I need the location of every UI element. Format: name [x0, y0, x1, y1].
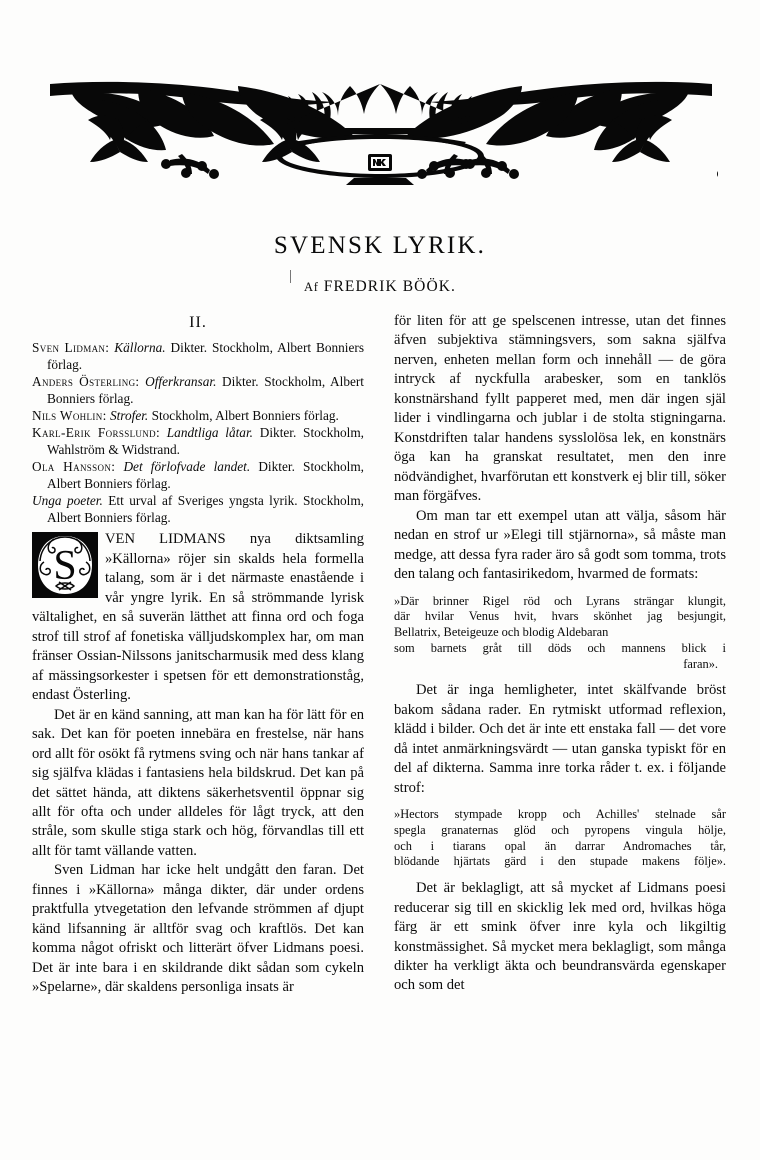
verse-line: där hvilar Venus hvit, hvars skönhet jag besjungit,	[394, 609, 726, 624]
bibliography-entry	[32, 425, 364, 458]
section-number: II.	[189, 314, 207, 331]
byline-author-name: FREDRIK BÖÖK.	[323, 277, 457, 295]
title-block	[0, 232, 760, 296]
bibliography-imprint: Dikter. Stockholm, Albert Bonniers förlag.	[47, 340, 365, 373]
bibliography-author: Karl-Erik Forsslund:	[32, 425, 161, 441]
left-paragraph-2: Det är en känd sanning, att man kan ha för lätt för en sak. Det kan för poeten innebära en frestelse, när hans ord allt för osökt få rytmens sving och när hans tankar af sig själfva klädas i fantasiens hela bildskrud. Det kan på det sättet hända, att diktens säkerhetsventil öppnar sig allt för ofta och under alldeles för lågt tryck, att den stråle, som skulle stiga stark och hög, förvandlas till ett allt för tamt vällande vatten.	[32, 706, 364, 859]
byline	[0, 278, 760, 296]
verse-line: »Där brinner Rigel röd och Lyrans strängar klungit,	[394, 593, 726, 608]
verse-line: blödande hjärtats gärd i den stupade makens följe».	[394, 854, 726, 869]
bibliography-imprint: Dikter. Stockholm, Wahlström & Widstrand.	[47, 425, 365, 457]
verse-quote-elegi-till-stjarnorna	[394, 594, 726, 673]
bibliography-imprint: Stockholm, Albert Bonniers förlag.	[148, 408, 339, 424]
left-text-column	[32, 312, 364, 998]
verse-line: och i tiarans opal än darrar Andromaches tår,	[394, 838, 726, 853]
opening-paragraph	[32, 530, 364, 705]
bibliography-entry	[32, 408, 364, 425]
bibliography-author: Sven Lidman:	[32, 340, 110, 356]
bibliography-work-title: Källorna.	[114, 340, 166, 356]
verse-line-runover: faran».	[683, 656, 718, 671]
right-paragraph-2: Om man tar ett exempel utan att välja, såsom här nedan en strof ur »Elegi till stjärnorna», så måste man medge, att dessa fyra rader äro så godt som tomma, trots den talang och fantasirikedom, hvarmed de formats:	[394, 507, 726, 583]
opening-paragraph-text: VEN LIDMANS nya diktsamling »Källorna» röjer sin skalds hela formella talang, som är i det närmaste enastående i vår yngre lyrik. En så strömmande lyrisk vältalighet, en så suverän lätthet att finna ord och foga strof till strof af fonetiska välljudskomplex har, om man fränser Ossian-Nilssons janitscharmusik med dess klang af mässingsorkester i spetsen för ett demonstrationståg, endast Österling.	[32, 531, 364, 704]
bibliography-work-title: Offerkransar.	[145, 374, 217, 390]
verse-line: Bellatrix, Beteigeuze och blodig Aldebaran	[394, 625, 609, 640]
bibliography-entry	[32, 493, 364, 526]
page-title: SVENSK LYRIK.	[273, 232, 487, 259]
bibliography-author: Ola Hansson:	[32, 459, 116, 475]
left-paragraph-3: Sven Lidman har icke helt undgått den faran. Det finnes i »Källorna» många dikter, där under ordens praktfulla ytvegetation den lefvande strömmen af djupt känd lifsanning är alltför svag och kraftlös. Det kan komma något ofriskt och litterärt öfver Lidmans poesi. Det är inte bara i en skildrande dikt sådan som cykeln »Spelarne», där skaldens personliga insats är	[32, 862, 364, 996]
bibliography-work-title: Landtliga låtar.	[166, 425, 253, 441]
bibliography-author: Nils Wohlin:	[32, 408, 107, 424]
bibliography-work-title: Strofer.	[109, 408, 149, 424]
bibliography-imprint: Ett urval af Sveriges yngsta lyrik. Stockholm, Albert Bonniers förlag.	[47, 493, 364, 525]
verse-line: som barnets gråt till döds och mannens blick i	[394, 640, 726, 655]
right-paragraph-3: Det är inga hemligheter, intet skälfvande bröst bakom sådana rader. En rytmiskt utformad reflexion, klädd i bilder. Och det är inte ett enstaka fall — det vore då intet anmärkningsvärdt — utan ganska typiskt för en del af dikterna. Samma inre torka råder t. ex. i följande strof:	[394, 682, 726, 796]
verse-line: »Hectors stympade kropp och Achilles' stelnade sår	[394, 807, 726, 822]
verse-line: spegla granaternas glöd och pyropens vingula hölje,	[394, 822, 726, 837]
bibliography-entry	[32, 459, 364, 492]
bibliography-entry	[32, 340, 364, 373]
right-paragraph-1: för liten för att ge spelscenen intresse, utan det finnes äfven subjektiva stämningsvers, som sakna själfva nerven, enheten mellan form och innehåll — de göra intryck af nyckfulla arabesker, som en tanklös konstnärshand fyllt papperet med, men där ingen själ lider i vindlingarna och jublar i de stolta stigningarna. Konstdriften talar handens sysslolösa lek, en konstnärs öga kan ha granskat resultatet, men den inre nödvändighet, hvarförutan ett konstverk ej blir till, söker man förgäfves.	[394, 313, 726, 505]
verse-quote-hectors	[394, 807, 726, 870]
bibliography-entry	[32, 374, 364, 407]
bibliography-author: Anders Österling:	[32, 374, 140, 390]
art-nouveau-headpiece-ornament	[42, 78, 718, 186]
byline-prefix: Af	[303, 279, 319, 294]
bibliography-imprint: Dikter. Stockholm, Albert Bonniers förlag.	[47, 374, 365, 406]
decorative-drop-cap-letter-s-icon	[32, 532, 98, 598]
bibliography-work-title: Det förlofvade landet.	[123, 459, 251, 475]
title-divider-mark	[290, 270, 291, 283]
bibliography-work-title: Unga poeter.	[32, 493, 103, 509]
bibliography-list	[32, 340, 364, 526]
bibliography-imprint: Dikter. Stockholm, Albert Bonniers förlag.	[47, 459, 364, 491]
right-text-column	[394, 312, 726, 996]
svg-text:S: S	[53, 543, 77, 590]
right-paragraph-4: Det är beklagligt, att så mycket af Lidmans poesi reducerar sig till en skicklig lek med ord, hvilkas höga färg är ett smink öfver inre kyla och likgiltig konstmässighet. Så mycket mera beklagligt, som många dikter ha verkligt äkta och beundransvärda egenskaper och som det	[394, 880, 726, 994]
